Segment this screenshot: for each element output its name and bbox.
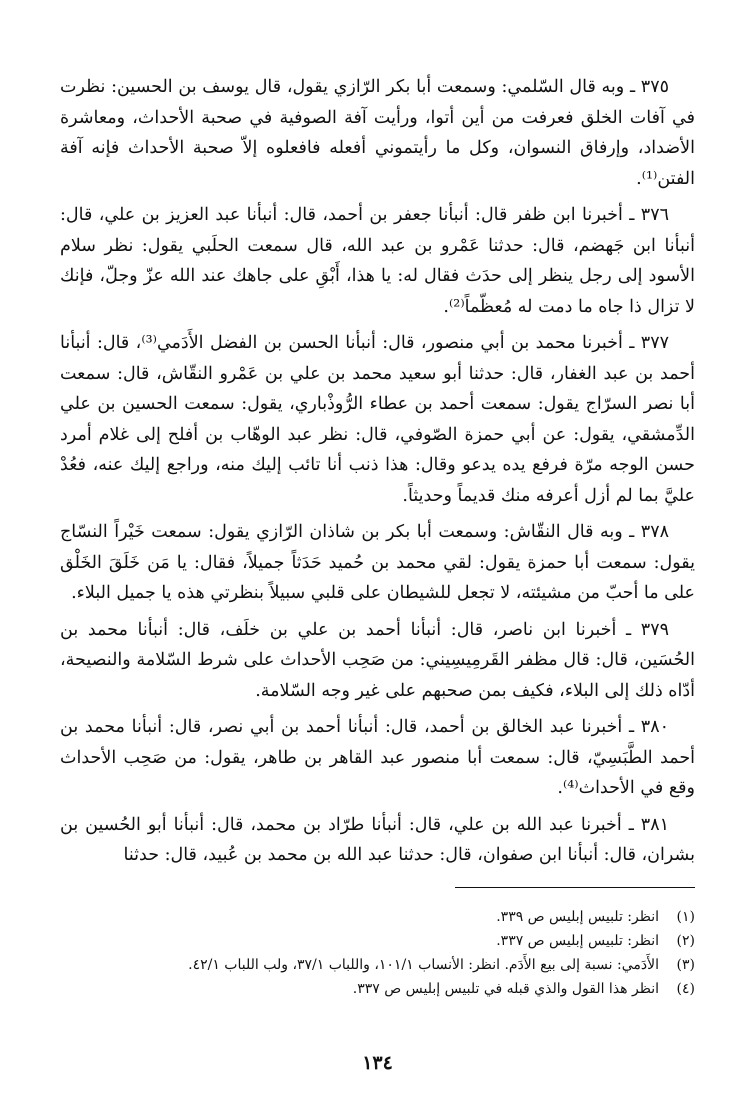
footnote-text: الأَدَمي: نسبة إلى بيع الأَدَم. انظر: الأنساب ١٠١/١، واللباب ٣٧/١، ولب اللباب ٤٢/١. bbox=[188, 957, 659, 973]
footnote-4 bbox=[60, 977, 695, 1001]
footnote-number: (٣) bbox=[676, 957, 695, 973]
paragraph-378: ٣٧٨ ـ وبه قال النقّاش: وسمعت أبا بكر بن شاذان الرّازي يقول: سمعت خَيْراً النسّاج يقول: سمعت أبا حمزة يقول: لقي محمد بن حُميد حَدَثاً جميلاً، فقال: يا مَن خَلَقَ الخَلْق على ما أحبّ من مشيئته، لا تجعل للشيطان على قلبي سبيلاً بنظرتي هذه يا جميل البلاء. bbox=[60, 522, 695, 603]
paragraph-377: ٣٧٧ ـ أخبرنا محمد بن أبي منصور، قال: أنبأنا الحسن بن الفضل الأَدَمي⁽³⁾، قال: أنبأنا أحمد بن عبد الغفار، قال: حدثنا أبو سعيد محمد بن علي بن عَمْرو النقّاش، قال: سمعت أبا نصر السرّاج يقول: سمعت أحمد بن عطاء الرُّوذْباري، يقول: سمعت الحسين بن علي الدِّمشقي، يقول: عن أبي حمزة الصّوفي، قال: نظر عبد الوهّاب بن أفلح إلى غلام أمرد حسن الوجه مرّة فرفع يده يدعو وقال: هذا ذنب أنا تائب إليك منه، وراجع إليك عنه، فعُدْ عليَّ بما لم أزل أعرفه منك قديماً وحديثاً. bbox=[60, 333, 695, 506]
paragraph-380: ٣٨٠ ـ أخبرنا عبد الخالق بن أحمد، قال: أنبأنا أحمد بن أبي نصر، قال: أنبأنا محمد بن أحمد الطَّبَسِيّ، قال: سمعت أبا منصور عبد القاهر بن طاهر، يقول: من صَحِب الأحداث وقع في الأحداث⁽⁴⁾. bbox=[60, 717, 695, 798]
footnote-3 bbox=[60, 953, 695, 977]
main-text bbox=[60, 72, 695, 877]
footnote-text: انظر: تلبيس إبليس ص ٣٣٧. bbox=[496, 933, 659, 949]
footnote-divider bbox=[455, 887, 695, 888]
footnotes bbox=[60, 905, 695, 1001]
page-number: ١٣٤ bbox=[362, 1052, 393, 1074]
footnote-number: (٤) bbox=[676, 981, 695, 997]
footnote-1 bbox=[60, 905, 695, 929]
footnote-number: (١) bbox=[676, 909, 695, 925]
footnote-text: انظر هذا القول والذي قبله في تلبيس إبليس ص ٣٣٧. bbox=[352, 981, 659, 997]
paragraph-375: ٣٧٥ ـ وبه قال السّلمي: وسمعت أبا بكر الرّازي يقول، قال يوسف بن الحسين: نظرت في آفات الخلق فعرفت من أين أتوا، ورأيت آفة الصوفية في صحبة الأحداث، ومعاشرة الأضداد، وإرفاق النسوان، وكل ما رأيتموني أفعله فافعلوه إلاّ صحبة الأحداث فإنه آفة الفتن⁽¹⁾. bbox=[60, 77, 695, 189]
paragraph-379: ٣٧٩ ـ أخبرنا ابن ناصر، قال: أنبأنا أحمد بن علي بن خلَف، قال: أنبأنا محمد بن الحُسَين، قال: قال مظفر القَرمِيسِيني: من صَحِب الأحداث على شرط السّلامة والنصيحة، أدّاه ذلك إلى البلاء، فكيف بمن صحبهم على غير وجه السّلامة. bbox=[60, 619, 695, 701]
footnote-text: انظر: تلبيس إبليس ص ٣٣٩. bbox=[496, 909, 659, 925]
paragraph-376: ٣٧٦ ـ أخبرنا ابن ظفر قال: أنبأنا جعفر بن أحمد، قال: أنبأنا عبد العزيز بن علي، قال: أنبأنا ابن جَهضم، قال: حدثنا عَمْرو بن عبد الله، قال سمعت الحلَبي يقول: نظر سلام الأسود إلى رجل ينظر إلى حدَث فقال له: يا هذا، أَبْقِ على جاهك عند الله عزّ وجلّ، فإنك لا تزال ذا جاه ما دمت له مُعظّماً⁽²⁾. bbox=[60, 205, 695, 317]
footnote-2 bbox=[60, 929, 695, 953]
paragraph-381: ٣٨١ ـ أخبرنا عبد الله بن علي، قال: أنبأنا طرّاد بن محمد، قال: أنبأنا أبو الحُسين بن بشران، قال: أنبأنا ابن صفوان، قال: حدثنا عبد الله بن محمد بن عُبيد، قال: حدثنا bbox=[60, 814, 695, 865]
footnote-number: (٢) bbox=[676, 933, 695, 949]
